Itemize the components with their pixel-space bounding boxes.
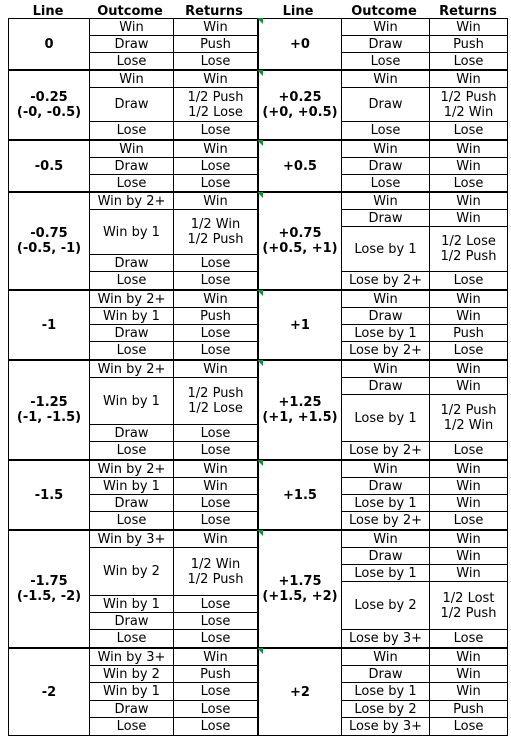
line-split: (-0, -0.5) [16,105,82,120]
line-cell-left [9,19,89,69]
returns-cell: Push [173,666,257,683]
outcome-cell: Lose by 2+ [341,442,429,459]
line-value: -1.25 [30,395,68,410]
line-cell-right [257,19,341,69]
outcome-cell: Draw [341,210,429,227]
corner-marker [257,192,263,198]
outcome-cell: Win [89,141,173,158]
outcome-cell: Win [341,531,429,548]
outcome-cell: Lose by 3+ [341,630,429,647]
line-cell-right [257,649,341,735]
outcome-cell: Draw [89,88,173,122]
returns-cell: Win [173,478,257,495]
line-cell-right [257,291,341,359]
returns-cell: Win [429,565,507,582]
outcome-cell: Win by 1 [89,308,173,325]
returns-cell: Lose [173,255,257,272]
outcome-cell: Win [341,649,429,666]
returns-cell: Lose [173,718,257,735]
line-cell-right [257,141,341,191]
outcome-cell: Draw [89,255,173,272]
outcome-cell: Win by 2+ [89,291,173,308]
returns-cell: Win [429,71,507,88]
outcome-cell: Win by 2+ [89,193,173,210]
header-returns-left: Returns [185,4,243,19]
returns-cell: Lose [429,442,507,459]
header-returns-right: Returns [439,4,497,19]
returns-cell: 1/2 Lose 1/2 Push [429,227,507,272]
outcome-cell: Win [89,19,173,36]
line-value: -1.5 [34,487,64,503]
returns-cell: 1/2 Win 1/2 Push [173,548,257,596]
outcome-cell: Draw [341,308,429,325]
line-split: (+1, +1.5) [262,410,338,425]
outcome-cell: Draw [341,666,429,683]
line-split: (-1, -1.5) [16,410,82,425]
outcome-cell: Win [341,141,429,158]
outcome-cell: Win by 3+ [89,649,173,666]
outcome-cell: Lose by 1 [341,395,429,442]
outcome-cell: Win [341,291,429,308]
line-cell-left [9,649,89,735]
outcome-cell: Win by 2 [89,548,173,596]
returns-cell: 1/2 Win 1/2 Push [173,210,257,255]
outcome-cell: Lose by 3+ [341,718,429,735]
returns-cell: Win [429,291,507,308]
line-cell-left [9,531,89,647]
returns-cell: Lose [173,683,257,701]
corner-marker [257,460,263,466]
returns-cell: Lose [173,613,257,630]
line-value: -1.75 [30,574,68,589]
outcome-cell: Win by 1 [89,683,173,701]
returns-cell: Lose [429,175,507,192]
line-cell-left [9,291,89,359]
returns-cell: 1/2 Push 1/2 Lose [173,88,257,122]
outcome-cell: Lose by 2+ [341,272,429,289]
header-outcome-right: Outcome [351,4,417,19]
returns-cell: Push [429,325,507,342]
outcome-cell: Lose by 1 [341,683,429,701]
returns-cell: Win [429,683,507,701]
outcome-cell: Lose [89,442,173,459]
returns-cell: Lose [173,325,257,342]
outcome-cell: Lose [89,175,173,192]
outcome-cell: Lose by 1 [341,227,429,272]
returns-cell: Win [173,71,257,88]
returns-cell: Lose [173,701,257,718]
outcome-cell: Lose [89,630,173,647]
handicap-group [8,192,508,290]
line-cell-left [9,71,89,139]
line-split: (-1.5, -2) [16,589,82,604]
line-value: +0.75 [278,226,322,241]
returns-cell: Win [429,531,507,548]
returns-cell: Win [429,141,507,158]
line-cell-right [257,361,341,459]
outcome-cell: Lose by 2+ [341,342,429,359]
returns-cell: Win [429,378,507,395]
returns-cell: Win [429,19,507,36]
outcome-cell: Lose [89,272,173,289]
returns-cell: Lose [429,53,507,70]
line-value: -0.5 [34,158,64,174]
outcome-cell: Win by 2+ [89,461,173,478]
returns-cell: Win [429,461,507,478]
returns-cell: Win [173,649,257,666]
line-value: +0.25 [278,90,322,105]
returns-cell: Win [429,158,507,175]
outcome-cell: Win by 1 [89,596,173,613]
outcome-cell: Lose [341,175,429,192]
outcome-cell: Lose [89,122,173,139]
line-value: +0 [290,36,310,52]
line-value: -0.25 [30,90,68,105]
outcome-cell: Draw [89,158,173,175]
handicap-group [8,290,508,360]
line-cell-left [9,361,89,459]
outcome-cell: Win by 2+ [89,361,173,378]
returns-cell: 1/2 Push 1/2 Lose [173,378,257,425]
returns-cell: Win [173,291,257,308]
outcome-cell: Draw [341,548,429,565]
handicap-group [8,648,508,736]
returns-cell: Lose [173,512,257,529]
outcome-cell: Lose by 1 [341,565,429,582]
returns-cell: Win [429,193,507,210]
line-value: -0.75 [30,226,68,241]
corner-marker [257,530,263,536]
line-cell-right [257,193,341,289]
returns-cell: Win [429,210,507,227]
outcome-cell: Win [341,19,429,36]
outcome-cell: Win [89,71,173,88]
outcome-cell: Win by 1 [89,378,173,425]
line-split: (+0.5, +1) [262,241,338,256]
returns-cell: Lose [429,272,507,289]
outcome-cell: Draw [341,88,429,122]
handicap-group [8,70,508,140]
returns-cell: Lose [429,512,507,529]
line-split: (-0.5, -1) [16,241,82,256]
line-value: -1 [41,317,57,333]
returns-cell: Win [173,193,257,210]
line-cell-right [257,71,341,139]
line-value: -2 [41,684,57,700]
line-value: +2 [290,684,310,700]
outcome-cell: Draw [89,701,173,718]
handicap-group [8,140,508,192]
outcome-cell: Win by 3+ [89,531,173,548]
handicap-group [8,460,508,530]
line-value: +1.5 [283,487,317,503]
line-value: +0.5 [283,158,317,174]
outcome-cell: Win [341,361,429,378]
outcome-cell: Win by 1 [89,210,173,255]
returns-cell: Lose [173,425,257,442]
outcome-cell: Win by 2 [89,666,173,683]
outcome-cell: Draw [341,36,429,53]
line-split: (+1.5, +2) [262,589,338,604]
outcome-cell: Win by 1 [89,478,173,495]
line-cell-left [9,141,89,191]
outcome-cell: Lose by 1 [341,325,429,342]
corner-marker [257,140,263,146]
returns-cell: Lose [173,272,257,289]
line-cell-right [257,531,341,647]
outcome-cell: Draw [89,36,173,53]
returns-cell: Push [173,36,257,53]
header-line-right: Line [282,4,314,19]
outcome-cell: Win [341,193,429,210]
returns-cell: Win [429,548,507,565]
outcome-cell: Lose by 1 [341,495,429,512]
outcome-cell: Lose by 2 [341,582,429,630]
returns-cell: Lose [173,53,257,70]
corner-marker [257,70,263,76]
returns-cell: Lose [173,122,257,139]
returns-cell: Push [429,701,507,718]
returns-cell: Push [429,36,507,53]
outcome-cell: Lose [89,53,173,70]
outcome-cell: Lose [341,122,429,139]
returns-cell: Win [429,478,507,495]
outcome-cell: Draw [341,478,429,495]
returns-cell: 1/2 Push 1/2 Win [429,395,507,442]
returns-cell: Lose [173,158,257,175]
returns-cell: Lose [429,718,507,735]
outcome-cell: Lose [89,342,173,359]
outcome-cell: Draw [341,378,429,395]
corner-marker [257,648,263,654]
returns-cell: Win [429,495,507,512]
returns-cell: Lose [173,342,257,359]
outcome-cell: Draw [341,158,429,175]
outcome-cell: Win [341,461,429,478]
outcome-cell: Draw [89,425,173,442]
returns-cell: Win [173,19,257,36]
returns-cell: Lose [429,630,507,647]
corner-marker [257,290,263,296]
returns-cell: Lose [173,175,257,192]
line-cell-left [9,193,89,289]
returns-cell: 1/2 Push 1/2 Win [429,88,507,122]
outcome-cell: Lose [89,512,173,529]
returns-cell: Win [173,531,257,548]
handicap-group [8,18,508,70]
outcome-cell: Draw [89,495,173,512]
line-value: +1.75 [278,574,322,589]
line-cell-right [257,461,341,529]
returns-cell: Lose [173,495,257,512]
outcome-cell: Draw [89,613,173,630]
returns-cell: Win [429,361,507,378]
outcome-cell: Lose by 2 [341,701,429,718]
line-cell-left [9,461,89,529]
returns-cell: Lose [173,630,257,647]
outcome-cell: Win [341,71,429,88]
returns-cell: Win [173,361,257,378]
returns-cell: Lose [429,122,507,139]
returns-cell: Win [173,461,257,478]
header-line-left: Line [32,4,64,19]
returns-cell: 1/2 Lost 1/2 Push [429,582,507,630]
corner-marker [257,18,263,24]
line-value: +1 [290,317,310,333]
outcome-cell: Draw [89,325,173,342]
outcome-cell: Lose [341,53,429,70]
returns-cell: Win [429,649,507,666]
line-value: 0 [44,36,54,52]
handicap-group [8,360,508,460]
returns-cell: Win [173,141,257,158]
line-value: +1.25 [278,395,322,410]
header-outcome-left: Outcome [97,4,163,19]
returns-cell: Push [173,308,257,325]
corner-marker [257,360,263,366]
handicap-group [8,530,508,648]
line-split: (+0, +0.5) [262,105,338,120]
returns-cell: Win [429,666,507,683]
returns-cell: Lose [429,342,507,359]
outcome-cell: Lose [89,718,173,735]
returns-cell: Lose [173,596,257,613]
outcome-cell: Lose by 2+ [341,512,429,529]
returns-cell: Win [429,308,507,325]
returns-cell: Lose [173,442,257,459]
